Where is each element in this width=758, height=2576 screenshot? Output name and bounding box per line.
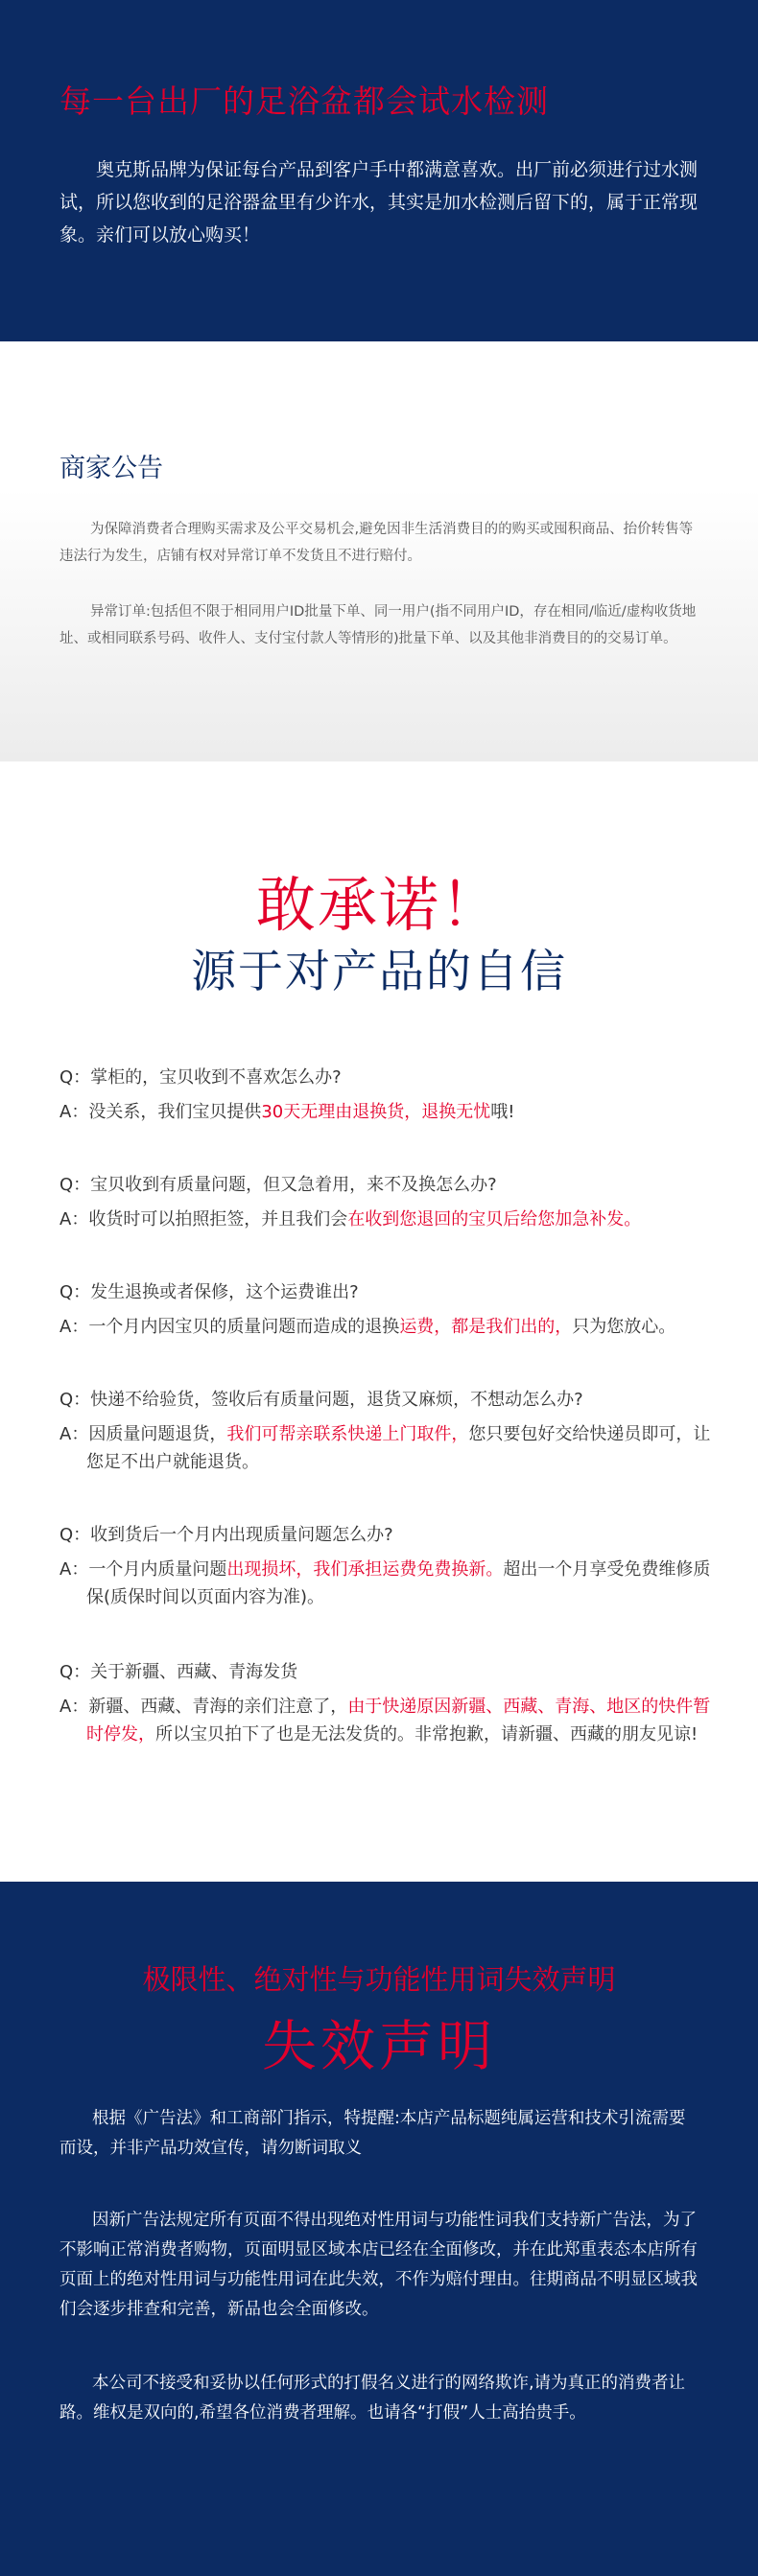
faq-question: Q：快递不给验货，签收后有质量问题，退货又麻烦，不想动怎么办? [59,1390,583,1410]
faq-question: Q：发生退换或者保修，这个运费谁出? [59,1282,359,1302]
water-test-title: 每一台出厂的足浴盆都会试水检测 [59,82,549,120]
faq-answer-text: A：收货时可以拍照拒签，并且我们会 [59,1209,348,1229]
faq-answer-highlight: 运费，都是我们出的， [399,1317,573,1337]
faq-answer-text: 超出一个月享受免费维修质保(质保时间以页面内容为准)。 [86,1559,711,1607]
faq-answer-text: 只为您放心。 [572,1317,676,1337]
faq-answer-highlight: 我们可帮亲联系快递上门取件， [226,1424,469,1444]
merchant-notice-section [0,341,758,761]
faq-answer-text: A：因质量问题退货， [59,1424,227,1444]
faq-question: Q：宝贝收到有质量问题，但又急着用，来不及换怎么办? [59,1175,497,1195]
faq-answer [59,1420,712,1476]
faq-answer [59,1556,712,1611]
disclaimer-paragraph-3: 本公司不接受和妥协以任何形式的打假名义进行的网络欺诈,请为真正的消费者让路。维权是双向的,希望各位消费者理解。也请各“打假”人士高抬贵手。 [59,2374,686,2423]
promise-headline: 敢承诺！ [255,870,502,940]
disclaimer-paragraph-1: 根据《广告法》和工商部门指示，特提醒:本店产品标题纯属运营和技术引流需要而设，并非产品功效宣传，请勿断词取义 [59,2109,686,2158]
faq-item [59,1064,712,1126]
disclaimer-title: 极限性、绝对性与功能性用词失效声明 [142,1963,616,1996]
faq-item [59,1386,712,1476]
promise-subheadline: 源于对产品的自信 [191,946,567,998]
faq-item [59,1521,712,1611]
disclaimer-big-title: 失效声明 [262,2015,496,2078]
disclaimer-paragraph-2: 因新广告法规定所有页面不得出现绝对性用词与功能性词我们支持新广告法，为了不影响正常消费者购物，页面明显区域本店已经在全面修改，并在此郑重表态本店所有页面上的绝对性用词与功能性用词在此失效，不作为赔付理由。往期商品不明显区域我们会逐步排查和完善，新品也会全面修改。 [59,2211,698,2319]
faq-item [59,1171,712,1233]
faq-answer-text: A：一个月内因宝贝的质量问题而造成的退换 [59,1317,400,1337]
faq-question: Q：关于新疆、西藏、青海发货 [59,1662,298,1682]
faq-answer-text: 哦! [490,1102,515,1122]
faq-answer-text: 您只要包好交给快递员即可，让您足不出户就能退货。 [86,1424,711,1472]
faq-answer [59,1313,712,1341]
faq-answer-highlight: 由于快递原因新疆、西藏、青海、地区的快件暂时停发， [86,1697,711,1745]
faq-answer-text: A：一个月内质量问题 [59,1559,227,1580]
faq-item [59,1658,712,1748]
faq-answer-text: 所以宝贝拍下了也是无法发货的。非常抱歉，请新疆、西藏的朋友见谅! [155,1724,699,1745]
faq-answer-text: A：没关系，我们宝贝提供 [59,1102,262,1122]
faq-answer [59,1693,712,1748]
water-test-section [0,0,758,341]
faq-question: Q：收到货后一个月内出现质量问题怎么办? [59,1525,393,1545]
merchant-notice-paragraph-1: 为保障消费者合理购买需求及公平交易机会,避免因非生活消费目的的购买或囤积商品、抬价转售等违法行为发生，店铺有权对异常订单不发货且不进行赔付。 [59,522,694,564]
disclaimer-section [0,1882,758,2576]
water-test-body: 奥克斯品牌为保证每台产品到客户手中都满意喜欢。出厂前必须进行过水测试，所以您收到的足浴器盆里有少许水，其实是加水检测后留下的，属于正常现象。亲们可以放心购买！ [59,159,699,246]
faq-question: Q：掌柜的，宝贝收到不喜欢怎么办? [59,1067,342,1088]
faq-answer [59,1206,712,1233]
faq-answer-highlight: 30天无理由退换货，退换无忧 [261,1102,491,1122]
faq-answer-highlight: 在收到您退回的宝贝后给您加急补发。 [347,1209,642,1229]
faq-answer-highlight: 出现损坏，我们承担运费免费换新。 [226,1559,504,1580]
merchant-notice-paragraph-2: 异常订单:包括但不限于相同用户ID批量下单、同一用户(指不同用户ID，存在相同/临近/虚构收货地址、或相同联系号码、收件人、支付宝付款人等情形的)批量下单、以及其他非消费目的的交易订单。 [59,604,697,646]
promise-section [0,761,758,1882]
faq-answer [59,1098,712,1126]
faq-answer-text: A：新疆、西藏、青海的亲们注意了， [59,1697,348,1717]
faq-item [59,1278,712,1341]
merchant-notice-title: 商家公告 [59,454,163,483]
